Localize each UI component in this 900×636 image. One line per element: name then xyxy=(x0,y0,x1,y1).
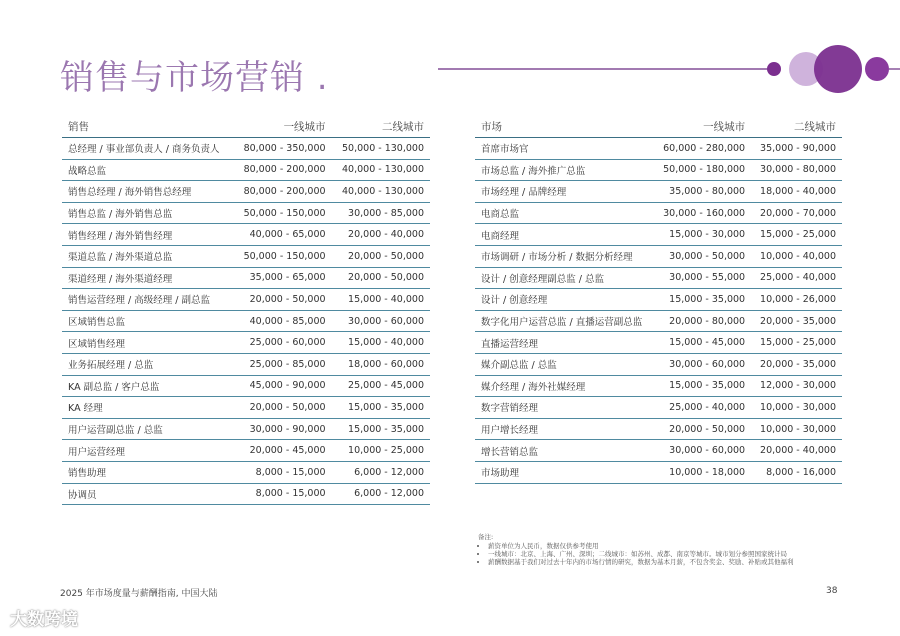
tier1-salary-cell: 40,000 - 65,000 xyxy=(233,224,331,246)
tier2-salary-cell: 8,000 - 16,000 xyxy=(751,461,842,483)
table-row xyxy=(475,353,842,375)
tier2-salary-cell: 15,000 - 25,000 xyxy=(751,332,842,354)
role-cell: 区域销售经理 xyxy=(62,332,233,354)
tier2-salary-cell: 20,000 - 35,000 xyxy=(751,353,842,375)
tier2-salary-cell: 15,000 - 35,000 xyxy=(332,418,430,440)
watermark-logo: 大数跨境 xyxy=(10,610,78,630)
tier1-salary-cell: 30,000 - 90,000 xyxy=(233,418,331,440)
role-cell: 渠道总监 / 海外渠道总监 xyxy=(62,245,233,267)
table-row xyxy=(475,461,842,483)
table-row xyxy=(475,332,842,354)
tier2-salary-cell: 20,000 - 40,000 xyxy=(332,224,430,246)
role-cell: 销售运营经理 / 高级经理 / 副总监 xyxy=(62,289,233,311)
tier2-salary-cell: 10,000 - 26,000 xyxy=(751,289,842,311)
sales-salary-table xyxy=(62,115,430,505)
table-row xyxy=(62,138,430,160)
tier2-salary-cell: 6,000 - 12,000 xyxy=(332,483,430,505)
role-cell: 媒介副总监 / 总监 xyxy=(475,353,654,375)
tier1-salary-cell: 30,000 - 60,000 xyxy=(654,440,751,462)
tier1-salary-cell: 20,000 - 45,000 xyxy=(233,440,331,462)
table-row xyxy=(62,332,430,354)
table-row xyxy=(475,224,842,246)
table-row xyxy=(62,418,430,440)
tier1-salary-cell: 80,000 - 200,000 xyxy=(233,181,331,203)
tier2-salary-cell: 20,000 - 50,000 xyxy=(332,245,430,267)
tier1-salary-cell: 50,000 - 180,000 xyxy=(654,159,751,181)
tier1-salary-cell: 80,000 - 200,000 xyxy=(233,159,331,181)
tier1-salary-cell: 15,000 - 30,000 xyxy=(654,224,751,246)
column-header: 销售 xyxy=(62,115,233,138)
table-row xyxy=(62,440,430,462)
tier1-salary-cell: 8,000 - 15,000 xyxy=(233,483,331,505)
table-row xyxy=(475,397,842,419)
footer-source: 2025 年市场度量与薪酬指南, 中国大陆 xyxy=(60,589,218,599)
role-cell: 媒介经理 / 海外社媒经理 xyxy=(475,375,654,397)
tier2-salary-cell: 10,000 - 40,000 xyxy=(751,245,842,267)
tier1-salary-cell: 30,000 - 60,000 xyxy=(654,353,751,375)
role-cell: 用户运营经理 xyxy=(62,440,233,462)
table-row xyxy=(475,289,842,311)
tier2-salary-cell: 25,000 - 45,000 xyxy=(332,375,430,397)
role-cell: 销售助理 xyxy=(62,461,233,483)
notes-label: 备注: xyxy=(478,533,494,541)
table-header-row xyxy=(62,115,430,138)
role-cell: 设计 / 创意经理 xyxy=(475,289,654,311)
column-header: 一线城市 xyxy=(233,115,331,138)
column-header: 二线城市 xyxy=(332,115,430,138)
tier2-salary-cell: 40,000 - 130,000 xyxy=(332,181,430,203)
tier1-salary-cell: 35,000 - 80,000 xyxy=(654,181,751,203)
role-cell: 区域销售总监 xyxy=(62,310,233,332)
note-item: • 一线城市：北京、上海、广州、深圳；二线城市：如苏州、成都、南京等城市。城市划分参照国家统计局 xyxy=(488,550,848,558)
table-row xyxy=(62,202,430,224)
role-cell: 总经理 / 事业部负责人 / 商务负责人 xyxy=(62,138,233,160)
role-cell: 市场总监 / 海外推广总监 xyxy=(475,159,654,181)
table-row xyxy=(62,353,430,375)
tier1-salary-cell: 50,000 - 150,000 xyxy=(233,245,331,267)
small-circle-left xyxy=(767,62,781,76)
tier2-salary-cell: 30,000 - 60,000 xyxy=(332,310,430,332)
tier1-salary-cell: 25,000 - 85,000 xyxy=(233,353,331,375)
role-cell: KA 经理 xyxy=(62,397,233,419)
tier2-salary-cell: 20,000 - 70,000 xyxy=(751,202,842,224)
tier1-salary-cell: 8,000 - 15,000 xyxy=(233,461,331,483)
tier1-salary-cell: 25,000 - 60,000 xyxy=(233,332,331,354)
tier2-salary-cell: 20,000 - 35,000 xyxy=(751,310,842,332)
role-cell: 电商总监 xyxy=(475,202,654,224)
table-row xyxy=(475,418,842,440)
tier2-salary-cell: 18,000 - 60,000 xyxy=(332,353,430,375)
tier1-salary-cell: 30,000 - 55,000 xyxy=(654,267,751,289)
role-cell: 首席市场官 xyxy=(475,138,654,160)
tier1-salary-cell: 40,000 - 85,000 xyxy=(233,310,331,332)
column-header: 市场 xyxy=(475,115,654,138)
tier1-salary-cell: 20,000 - 80,000 xyxy=(654,310,751,332)
tier2-salary-cell: 40,000 - 130,000 xyxy=(332,159,430,181)
tier2-salary-cell: 15,000 - 40,000 xyxy=(332,289,430,311)
role-cell: KA 副总监 / 客户总监 xyxy=(62,375,233,397)
table-row xyxy=(475,267,842,289)
table-row xyxy=(475,181,842,203)
table-row xyxy=(62,245,430,267)
role-cell: 数字营销经理 xyxy=(475,397,654,419)
table-row xyxy=(62,181,430,203)
table-row xyxy=(475,440,842,462)
tier1-salary-cell: 15,000 - 35,000 xyxy=(654,375,751,397)
table-row xyxy=(62,461,430,483)
table-row xyxy=(475,159,842,181)
table-row xyxy=(475,375,842,397)
tier2-salary-cell: 30,000 - 85,000 xyxy=(332,202,430,224)
tier1-salary-cell: 30,000 - 160,000 xyxy=(654,202,751,224)
large-circle xyxy=(814,45,862,93)
role-cell: 直播运营经理 xyxy=(475,332,654,354)
role-cell: 设计 / 创意经理副总监 / 总监 xyxy=(475,267,654,289)
tier1-salary-cell: 80,000 - 350,000 xyxy=(233,138,331,160)
tier1-salary-cell: 35,000 - 65,000 xyxy=(233,267,331,289)
note-item: • 薪酬数据基于我们对过去十年内的市场行情的研究，数据为基本月薪，不包含奖金、奖励、补贴或其他福利 xyxy=(488,558,848,566)
page-title: 销售与市场营销 . xyxy=(60,58,329,98)
table-row xyxy=(475,245,842,267)
table-row xyxy=(62,224,430,246)
tier1-salary-cell: 50,000 - 150,000 xyxy=(233,202,331,224)
table-row xyxy=(62,483,430,505)
tier1-salary-cell: 20,000 - 50,000 xyxy=(233,397,331,419)
tier2-salary-cell: 15,000 - 35,000 xyxy=(332,397,430,419)
tier2-salary-cell: 30,000 - 80,000 xyxy=(751,159,842,181)
note-item: • 薪资单位为人民币，数据仅供参考使用 xyxy=(488,542,848,550)
tier2-salary-cell: 15,000 - 25,000 xyxy=(751,224,842,246)
role-cell: 市场调研 / 市场分析 / 数据分析经理 xyxy=(475,245,654,267)
tier1-salary-cell: 60,000 - 280,000 xyxy=(654,138,751,160)
table-row xyxy=(62,397,430,419)
role-cell: 数字化用户运营总监 / 直播运营副总监 xyxy=(475,310,654,332)
tier2-salary-cell: 25,000 - 40,000 xyxy=(751,267,842,289)
table-row xyxy=(62,289,430,311)
notes-section xyxy=(478,533,848,566)
table-row xyxy=(62,375,430,397)
table-header-row xyxy=(475,115,842,138)
role-cell: 市场助理 xyxy=(475,461,654,483)
market-salary-table xyxy=(475,115,842,484)
role-cell: 用户增长经理 xyxy=(475,418,654,440)
tier2-salary-cell: 20,000 - 50,000 xyxy=(332,267,430,289)
tier2-salary-cell: 15,000 - 40,000 xyxy=(332,332,430,354)
tier2-salary-cell: 10,000 - 25,000 xyxy=(332,440,430,462)
table-row xyxy=(62,159,430,181)
tier2-salary-cell: 20,000 - 40,000 xyxy=(751,440,842,462)
role-cell: 业务拓展经理 / 总监 xyxy=(62,353,233,375)
tier1-salary-cell: 15,000 - 35,000 xyxy=(654,289,751,311)
small-circle-right xyxy=(865,57,889,81)
role-cell: 协调员 xyxy=(62,483,233,505)
table-row xyxy=(475,310,842,332)
role-cell: 用户运营副总监 / 总监 xyxy=(62,418,233,440)
table-row xyxy=(475,138,842,160)
page-number: 38 xyxy=(826,586,838,596)
table-row xyxy=(475,202,842,224)
tier1-salary-cell: 25,000 - 40,000 xyxy=(654,397,751,419)
table-row xyxy=(62,310,430,332)
role-cell: 增长营销总监 xyxy=(475,440,654,462)
tier2-salary-cell: 10,000 - 30,000 xyxy=(751,418,842,440)
tier2-salary-cell: 6,000 - 12,000 xyxy=(332,461,430,483)
tier1-salary-cell: 30,000 - 50,000 xyxy=(654,245,751,267)
column-header: 二线城市 xyxy=(751,115,842,138)
role-cell: 市场经理 / 品牌经理 xyxy=(475,181,654,203)
notes-list xyxy=(478,542,848,566)
tier2-salary-cell: 50,000 - 130,000 xyxy=(332,138,430,160)
table-row xyxy=(62,267,430,289)
role-cell: 销售总监 / 海外销售总监 xyxy=(62,202,233,224)
role-cell: 渠道经理 / 海外渠道经理 xyxy=(62,267,233,289)
tier2-salary-cell: 12,000 - 30,000 xyxy=(751,375,842,397)
tier2-salary-cell: 18,000 - 40,000 xyxy=(751,181,842,203)
tier1-salary-cell: 10,000 - 18,000 xyxy=(654,461,751,483)
role-cell: 销售经理 / 海外销售经理 xyxy=(62,224,233,246)
tier2-salary-cell: 35,000 - 90,000 xyxy=(751,138,842,160)
tier1-salary-cell: 45,000 - 90,000 xyxy=(233,375,331,397)
tier2-salary-cell: 10,000 - 30,000 xyxy=(751,397,842,419)
tier1-salary-cell: 20,000 - 50,000 xyxy=(654,418,751,440)
role-cell: 销售总经理 / 海外销售总经理 xyxy=(62,181,233,203)
role-cell: 战略总监 xyxy=(62,159,233,181)
tier1-salary-cell: 20,000 - 50,000 xyxy=(233,289,331,311)
column-header: 一线城市 xyxy=(654,115,751,138)
role-cell: 电商经理 xyxy=(475,224,654,246)
tier1-salary-cell: 15,000 - 45,000 xyxy=(654,332,751,354)
